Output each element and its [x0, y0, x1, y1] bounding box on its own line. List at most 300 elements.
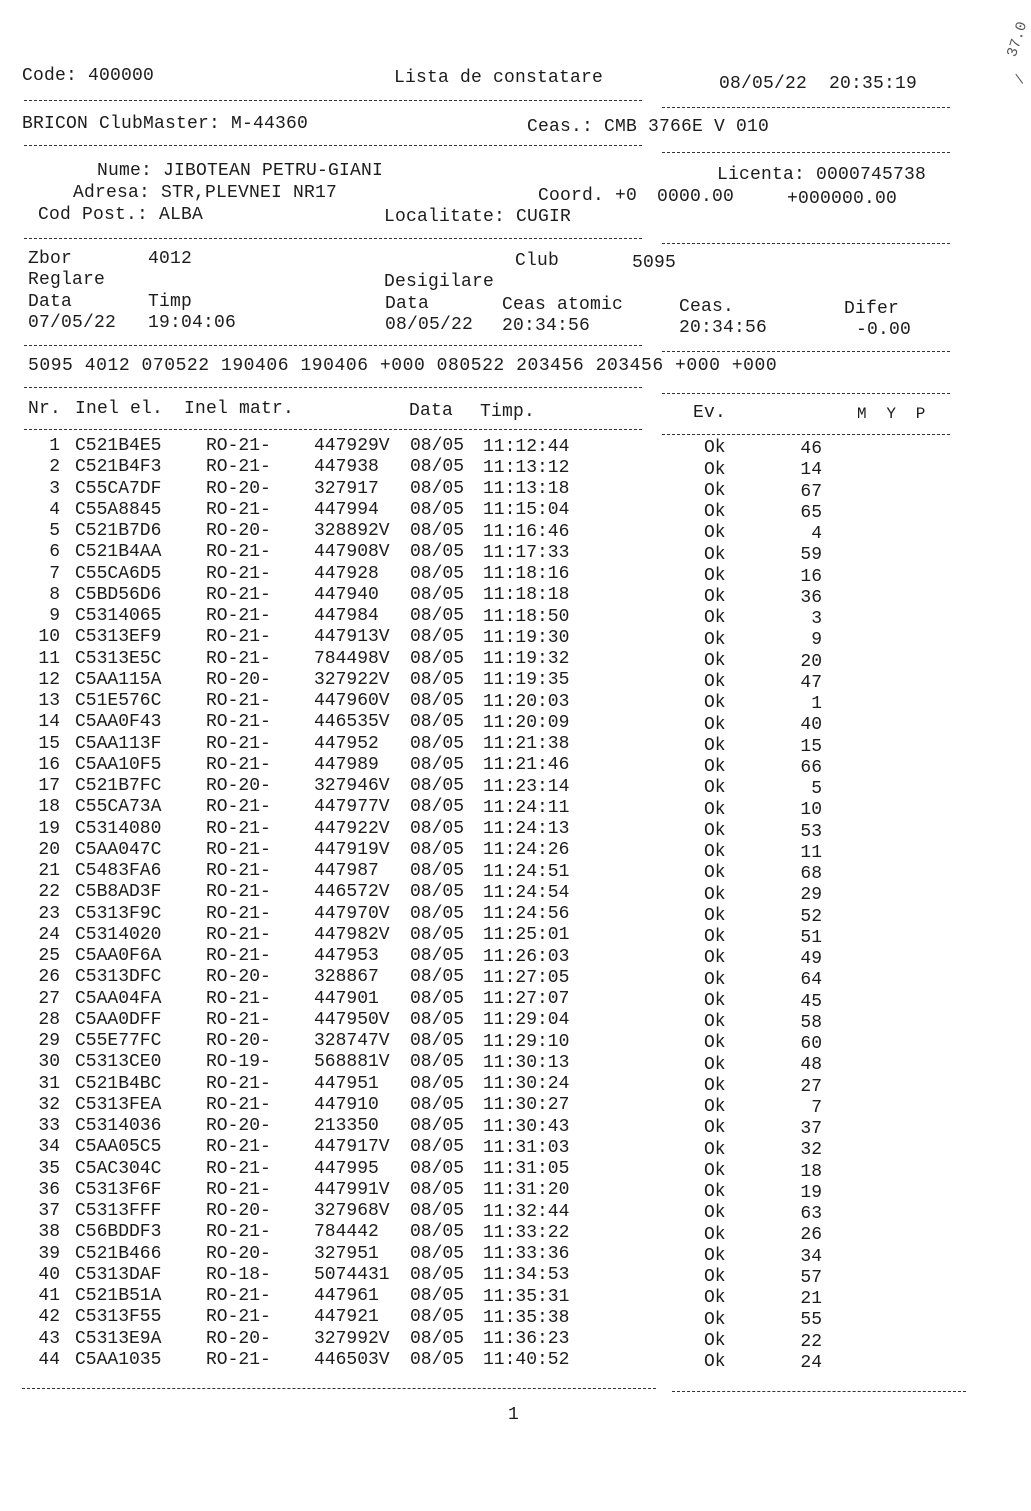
score-value: 66 [800, 757, 822, 778]
event-status: Ok [704, 948, 726, 969]
ring-number: 447952 [314, 733, 379, 754]
arrival-time: 11:18:16 [483, 564, 570, 585]
score-value: 60 [800, 1034, 822, 1055]
ring-series: RO-20- [206, 967, 271, 988]
score-value: 32 [800, 1140, 822, 1161]
desigilare-date: 08/05/22 [385, 315, 474, 335]
row-number: 1 [49, 436, 60, 456]
arrival-time: 11:30:24 [483, 1074, 570, 1095]
event-status: Ok [704, 884, 726, 905]
margin-note: 37.0 [1004, 19, 1031, 60]
ring-number: 447961 [314, 1286, 379, 1306]
ring-electronic: C5B8AD3F [75, 882, 162, 903]
score-value: 15 [800, 736, 822, 757]
score-value: 36 [800, 587, 822, 608]
ring-series: RO-20- [206, 1328, 271, 1349]
event-status: Ok [704, 990, 726, 1011]
ring-electronic: C5313FEA [75, 1094, 162, 1115]
row-number: 37 [38, 1201, 60, 1221]
arrival-date: 08/05 [410, 1052, 465, 1073]
ring-number: 447929V [314, 436, 390, 456]
row-number: 18 [38, 797, 60, 818]
ring-series: RO-21- [206, 1073, 271, 1094]
ring-number: 447950V [314, 1009, 390, 1030]
ring-electronic: C521B4BC [75, 1073, 162, 1094]
row-number: 40 [38, 1264, 60, 1285]
arrival-time: 11:35:31 [483, 1286, 570, 1307]
code-line: 5095 4012 070522 190406 190406 +000 080522 203456 203456 +000 +000 [28, 356, 778, 376]
print-datetime: 08/05/22 20:35:19 [719, 74, 918, 94]
ring-series: RO-21- [206, 754, 271, 775]
clock-time-label: Ceas. [679, 297, 735, 317]
event-status: Ok [704, 799, 726, 820]
event-status: Ok [704, 587, 726, 608]
ring-number: 447989 [314, 754, 379, 775]
ring-number: 327951 [314, 1243, 379, 1264]
device-label: BRICON ClubMaster: M-44360 [22, 114, 309, 134]
score-value: 3 [811, 609, 822, 630]
arrival-date: 08/05 [410, 627, 465, 648]
row-number: 42 [38, 1307, 60, 1328]
ring-electronic: C5314065 [75, 606, 162, 626]
row-number: 28 [38, 1009, 60, 1030]
score-value: 27 [800, 1076, 822, 1097]
ring-electronic: C55CA6D5 [75, 563, 162, 584]
event-status: Ok [704, 757, 726, 778]
ring-electronic: C5313CE0 [75, 1052, 162, 1073]
ring-electronic: C5AA10F5 [75, 754, 162, 775]
row-number: 27 [38, 988, 60, 1009]
arrival-time: 11:13:12 [483, 457, 570, 478]
score-value: 26 [800, 1225, 822, 1246]
ring-number: 447910 [314, 1094, 379, 1115]
arrival-time: 11:33:22 [483, 1222, 570, 1243]
ring-series: RO-21- [206, 712, 271, 733]
difference-label: Difer [844, 299, 900, 319]
row-number: 7 [49, 563, 60, 584]
row-number: 17 [38, 776, 60, 796]
row-number: 16 [38, 754, 60, 775]
difference-value: -0.00 [856, 320, 912, 340]
row-number: 6 [49, 542, 60, 563]
reglare-time-label: Timp [148, 292, 193, 312]
arrival-time: 11:31:20 [483, 1180, 570, 1201]
score-value: 68 [800, 864, 822, 885]
ring-electronic: C5313FFF [75, 1201, 162, 1221]
row-number: 9 [49, 606, 60, 626]
ring-number: 447940 [314, 584, 379, 605]
event-status: Ok [704, 1203, 726, 1224]
ring-series: RO-21- [206, 1286, 271, 1306]
score-value: 9 [811, 630, 822, 651]
arrival-date: 08/05 [410, 988, 465, 1009]
arrival-time: 11:18:18 [483, 585, 570, 606]
event-status: Ok [704, 502, 726, 523]
arrival-date: 08/05 [410, 882, 465, 903]
ring-number: 327992V [314, 1328, 390, 1349]
ring-series: RO-19- [206, 1052, 271, 1073]
arrival-date: 08/05 [410, 521, 465, 542]
ring-series: RO-21- [206, 818, 271, 839]
ring-number: 5074431 [314, 1264, 390, 1285]
ring-number: 447977V [314, 797, 390, 818]
score-value: 53 [800, 821, 822, 842]
score-value: 1 [811, 694, 822, 715]
row-number: 11 [38, 648, 60, 669]
row-number: 34 [38, 1137, 60, 1158]
event-status: Ok [704, 480, 726, 501]
ring-series: RO-21- [206, 563, 271, 584]
ring-series: RO-20- [206, 776, 271, 796]
event-status: Ok [704, 693, 726, 714]
coord-value-1: 0000.00 [657, 187, 735, 207]
ring-number: 328747V [314, 1031, 390, 1051]
score-value: 64 [800, 970, 822, 991]
event-status: Ok [704, 459, 726, 480]
arrival-time: 11:21:38 [483, 734, 570, 755]
ring-series: RO-21- [206, 839, 271, 860]
arrival-date: 08/05 [410, 1349, 465, 1370]
ring-electronic: C5313F55 [75, 1307, 162, 1328]
arrival-date: 08/05 [410, 606, 465, 627]
arrival-date: 08/05 [410, 1158, 465, 1179]
ring-series: RO-21- [206, 1094, 271, 1115]
score-value: 52 [800, 906, 822, 927]
arrival-date: 08/05 [410, 691, 465, 712]
ring-electronic: C5BD56D6 [75, 584, 162, 605]
row-number: 26 [38, 967, 60, 988]
event-status: Ok [704, 927, 726, 948]
arrival-time: 11:16:46 [483, 521, 570, 542]
arrival-time: 11:27:05 [483, 967, 570, 988]
arrival-date: 08/05 [410, 457, 465, 478]
ring-number: 446535V [314, 712, 390, 733]
arrival-date: 08/05 [410, 776, 465, 797]
arrival-date: 08/05 [410, 563, 465, 584]
ring-series: RO-21- [206, 1137, 271, 1158]
event-status: Ok [704, 1075, 726, 1096]
event-status: Ok [704, 714, 726, 735]
ring-electronic: C5483FA6 [75, 861, 162, 881]
arrival-time: 11:24:51 [483, 861, 570, 882]
arrival-time: 11:20:09 [483, 712, 570, 733]
ring-series: RO-20- [206, 1243, 271, 1264]
ring-series: RO-21- [206, 1179, 271, 1200]
arrival-date: 08/05 [410, 924, 465, 945]
score-value: 29 [800, 885, 822, 906]
arrival-date: 08/05 [410, 542, 465, 563]
ring-number: 447913V [314, 627, 390, 648]
arrival-date: 08/05 [410, 584, 465, 605]
row-number: 14 [38, 712, 60, 733]
ring-number: 446572V [314, 882, 390, 903]
ring-number: 447960V [314, 691, 390, 711]
desigilare-clock: 20:34:56 [679, 318, 768, 338]
reglare-date: 07/05/22 [28, 313, 117, 333]
row-number: 31 [38, 1073, 60, 1094]
row-number: 4 [49, 499, 60, 520]
ring-electronic: C521B4AA [75, 542, 162, 563]
ring-electronic: C5AA05C5 [75, 1137, 162, 1158]
ring-electronic: C5313F9C [75, 903, 162, 924]
row-number: 10 [38, 627, 60, 648]
score-value: 7 [811, 1097, 822, 1118]
ring-number: 784442 [314, 1222, 379, 1243]
event-status: Ok [704, 544, 726, 565]
score-value: 24 [800, 1352, 822, 1373]
arrival-date: 08/05 [410, 1031, 465, 1052]
ring-series: RO-20- [206, 1031, 271, 1051]
arrival-time: 11:23:14 [483, 776, 570, 797]
event-status: Ok [704, 735, 726, 756]
ring-series: RO-21- [206, 648, 271, 669]
arrival-time: 11:30:27 [483, 1095, 570, 1116]
ring-series: RO-21- [206, 606, 271, 626]
score-value: 5 [811, 779, 822, 800]
score-value: 18 [800, 1161, 822, 1182]
arrival-time: 11:24:13 [483, 819, 570, 840]
ring-electronic: C5AA115A [75, 669, 162, 690]
row-number: 44 [38, 1349, 60, 1370]
arrival-date: 08/05 [410, 1328, 465, 1349]
arrival-date: 08/05 [410, 1243, 465, 1264]
event-status: Ok [704, 1139, 726, 1160]
row-number: 33 [38, 1116, 60, 1136]
ring-electronic: C5313F6F [75, 1179, 162, 1200]
arrival-time: 11:12:44 [483, 436, 570, 457]
desigilare-label: Desigilare [384, 272, 495, 292]
event-status: Ok [704, 650, 726, 671]
ring-number: 327917 [314, 478, 379, 499]
arrival-date: 08/05 [410, 436, 465, 457]
ring-series: RO-21- [206, 499, 271, 520]
ring-number: 447938 [314, 457, 379, 478]
arrival-time: 11:24:56 [483, 904, 570, 925]
score-value: 37 [800, 1119, 822, 1140]
license-number: Licenta: 0000745738 [717, 165, 927, 185]
coord-value-2: +000000.00 [787, 189, 898, 209]
ring-number: 784498V [314, 648, 390, 669]
row-number: 8 [49, 584, 60, 605]
col-header-nr: Nr. [28, 399, 62, 419]
ring-series: RO-21- [206, 1349, 271, 1370]
col-header-ev: Ev. [693, 403, 727, 423]
arrival-time: 11:27:07 [483, 989, 570, 1010]
desigilare-atomic: 20:34:56 [502, 316, 591, 336]
row-number: 35 [38, 1158, 60, 1179]
ring-number: 447951 [314, 1073, 379, 1094]
event-status: Ok [704, 1352, 726, 1373]
ring-number: 447987 [314, 861, 379, 881]
arrival-date: 08/05 [410, 1201, 465, 1222]
ring-number: 447921 [314, 1307, 379, 1328]
arrival-date: 08/05 [410, 754, 465, 775]
row-number: 3 [49, 478, 60, 499]
score-value: 10 [800, 800, 822, 821]
ring-electronic: C521B51A [75, 1286, 162, 1306]
ring-number: 447994 [314, 499, 379, 520]
event-status: Ok [704, 842, 726, 863]
score-value: 21 [800, 1289, 822, 1310]
event-status: Ok [704, 1288, 726, 1309]
postcode: Cod Post.: ALBA [38, 205, 204, 225]
ring-electronic: C521B4F3 [75, 457, 162, 478]
score-value: 59 [800, 545, 822, 566]
event-status: Ok [704, 1033, 726, 1054]
event-status: Ok [704, 438, 726, 459]
score-value: 4 [811, 524, 822, 545]
divider [672, 1391, 966, 1392]
ring-series: RO-21- [206, 733, 271, 754]
ring-series: RO-21- [206, 1158, 271, 1179]
ring-number: 447928 [314, 563, 379, 584]
col-header-timp: Timp. [480, 402, 536, 422]
coord-label: Coord. +0 [538, 186, 638, 206]
score-value: 34 [800, 1246, 822, 1267]
row-number: 36 [38, 1179, 60, 1200]
arrival-date: 08/05 [410, 1222, 465, 1243]
ring-number: 327946V [314, 776, 390, 796]
score-value: 47 [800, 672, 822, 693]
arrival-time: 11:36:23 [483, 1329, 570, 1350]
event-status: Ok [704, 565, 726, 586]
arrival-time: 11:32:44 [483, 1201, 570, 1222]
page-title: Lista de constatare [394, 68, 604, 88]
arrival-time: 11:17:33 [483, 542, 570, 563]
event-status: Ok [704, 608, 726, 629]
event-status: Ok [704, 1224, 726, 1245]
ring-electronic: C5AA0F6A [75, 946, 162, 966]
score-value: 58 [800, 1012, 822, 1033]
reglare-date-label: Data [28, 292, 73, 312]
row-number: 43 [38, 1328, 60, 1349]
event-status: Ok [704, 1267, 726, 1288]
arrival-date: 08/05 [410, 669, 465, 690]
event-status: Ok [704, 1097, 726, 1118]
arrival-date: 08/05 [410, 1094, 465, 1115]
ring-electronic: C521B4E5 [75, 436, 162, 456]
ring-series: RO-21- [206, 861, 271, 881]
ring-electronic: C55CA7DF [75, 478, 162, 499]
ring-electronic: C5313E5C [75, 648, 162, 669]
arrival-time: 11:29:10 [483, 1031, 570, 1052]
atomic-clock-label: Ceas atomic [502, 295, 624, 315]
event-status: Ok [704, 1118, 726, 1139]
club-value: 5095 [632, 253, 677, 273]
arrival-date: 08/05 [410, 797, 465, 818]
event-status: Ok [704, 1054, 726, 1075]
arrival-time: 11:40:52 [483, 1350, 570, 1371]
arrival-date: 08/05 [410, 1009, 465, 1030]
arrival-date: 08/05 [410, 478, 465, 499]
arrival-time: 11:30:13 [483, 1052, 570, 1073]
ring-electronic: C5313E9A [75, 1328, 162, 1349]
ring-series: RO-21- [206, 1009, 271, 1030]
ring-series: RO-20- [206, 1116, 271, 1136]
row-number: 23 [38, 903, 60, 924]
ring-electronic: C5313DFC [75, 967, 162, 988]
ring-series: RO-21- [206, 903, 271, 924]
row-number: 41 [38, 1286, 60, 1306]
ring-series: RO-21- [206, 882, 271, 903]
score-value: 16 [800, 566, 822, 587]
score-value: 40 [800, 715, 822, 736]
page-number: 1 [508, 1405, 519, 1425]
score-value: 49 [800, 949, 822, 970]
ring-number: 327968V [314, 1201, 390, 1221]
ring-number: 447919V [314, 839, 390, 860]
ring-electronic: C5314020 [75, 924, 162, 945]
score-value: 51 [800, 927, 822, 948]
ring-number: 447982V [314, 924, 390, 945]
margin-mark: / [1012, 72, 1031, 87]
arrival-time: 11:21:46 [483, 755, 570, 776]
ring-electronic: C5AA047C [75, 839, 162, 860]
arrival-date: 08/05 [410, 712, 465, 733]
ring-number: 447970V [314, 903, 390, 924]
ring-number: 447908V [314, 542, 390, 563]
ring-series: RO-21- [206, 924, 271, 945]
col-header-inel-el: Inel el. [75, 399, 164, 419]
ring-series: RO-21- [206, 946, 271, 966]
locality: Localitate: CUGIR [384, 207, 572, 227]
score-value: 48 [800, 1055, 822, 1076]
arrival-time: 11:15:04 [483, 500, 570, 521]
arrival-date: 08/05 [410, 946, 465, 967]
ring-electronic: C521B466 [75, 1243, 162, 1264]
score-value: 22 [800, 1331, 822, 1352]
score-value: 65 [800, 502, 822, 523]
arrival-date: 08/05 [410, 839, 465, 860]
zbor-value: 4012 [148, 249, 193, 269]
ring-electronic: C521B7D6 [75, 521, 162, 541]
score-value: 19 [800, 1182, 822, 1203]
arrival-time: 11:26:03 [483, 946, 570, 967]
ring-number: 447995 [314, 1158, 379, 1179]
row-number: 38 [38, 1222, 60, 1243]
ring-number: 213350 [314, 1116, 379, 1136]
arrival-date: 08/05 [410, 1073, 465, 1094]
ring-series: RO-21- [206, 1222, 271, 1243]
ring-electronic: C5AA0F43 [75, 712, 162, 733]
score-value: 46 [800, 439, 822, 460]
zbor-label: Zbor [28, 249, 73, 269]
owner-address: Adresa: STR,PLEVNEI NR17 [73, 183, 338, 203]
arrival-time: 11:25:01 [483, 925, 570, 946]
ring-series: RO-21- [206, 584, 271, 605]
ring-number: 327922V [314, 669, 390, 690]
ring-electronic: C5313EF9 [75, 627, 162, 648]
arrival-time: 11:18:50 [483, 606, 570, 627]
arrival-date: 08/05 [410, 861, 465, 882]
arrival-date: 08/05 [410, 1137, 465, 1158]
ring-number: 447917V [314, 1137, 390, 1158]
arrival-date: 08/05 [410, 1179, 465, 1200]
arrival-date: 08/05 [410, 1307, 465, 1328]
row-number: 20 [38, 839, 60, 860]
ring-series: RO-20- [206, 669, 271, 690]
row-number: 29 [38, 1031, 60, 1051]
event-status: Ok [704, 778, 726, 799]
ring-series: RO-21- [206, 691, 271, 711]
row-number: 39 [38, 1243, 60, 1264]
arrival-time: 11:20:03 [483, 691, 570, 712]
arrival-date: 08/05 [410, 499, 465, 520]
arrival-date: 08/05 [410, 903, 465, 924]
row-number: 22 [38, 882, 60, 903]
club-label: Club [515, 251, 560, 271]
event-status: Ok [704, 523, 726, 544]
